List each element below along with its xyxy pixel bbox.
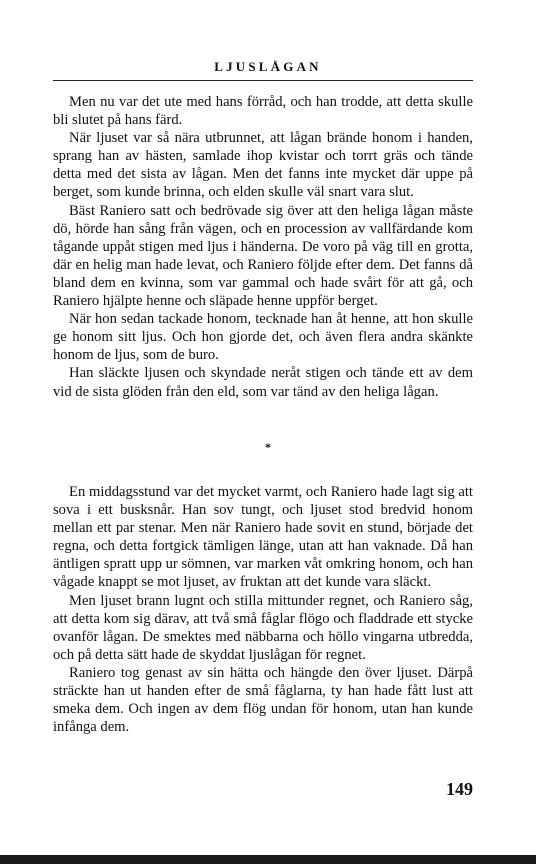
header-rule [53, 80, 473, 81]
section-separator: * [265, 440, 271, 454]
text-section-1 [53, 93, 473, 401]
paragraph: Men ljuset brann lugnt och stilla mittunder regnet, och Raniero såg, att detta kom sig därav, att två små fåglar flögo och fladdrade ett stycke ovanför lågan. De smektes med näbbarna och höllo vingarna utbredda, och på detta sätt hade de skyddat ljuslågan för regnet. [53, 592, 473, 663]
paragraph: Han släckte ljusen och skyndade neråt stigen och tände ett av dem vid de sista glöden från den eld, som var tänd av den heliga lågan. [53, 365, 473, 400]
paragraph: Men nu var det ute med hans förråd, och han trodde, att detta skulle bli slutet på hans färd. [53, 94, 473, 129]
paragraph: Bäst Raniero satt och bedrövade sig över att den heliga lågan måste dö, hörde han sång från vägen, och en procession av vallfärdande kom tågande uppåt stigen med ljus i händerna. De voro på väg till en grotta, där en helig man hade levat, och Raniero följde efter dem. Det fanns då bland dem en kvinna, som var gammal och hade svårt för att gå, och Raniero hjälpte henne och släpade henne uppför berget. [53, 202, 473, 310]
text-section-2 [53, 483, 473, 736]
running-head: LJUSLÅGAN [214, 59, 322, 74]
paragraph: En middagsstund var det mycket varmt, och Raniero hade lagt sig att sova i ett busksnår. Han sov tungt, och ljuset stod bredvid honom mellan ett par stenar. Men när Raniero hade sovit en stund, började det regna, och detta fortgick tämligen länge, utan att han vaknade. Då han äntligen spratt upp ur sömnen, var marken våt omkring honom, och han vågade knappt se mot ljuset, av fruktan att det kunde vara släckt. [53, 484, 473, 591]
paragraph: När ljuset var så nära utbrunnet, att lågan brände honom i handen, sprang han av hästen, samlade ihop kvistar och torrt gräs och tände detta med det sista av lågan. Men det fanns inte mycket där uppe på berget, som kunde brinna, och elden skulle väl snart vara slut. [53, 130, 473, 201]
page-bottom-edge [0, 855, 536, 864]
page-number: 149 [446, 779, 473, 799]
paragraph: När hon sedan tackade honom, tecknade han åt henne, att hon skulle ge honom sitt ljus. Och hon gjorde det, och även flera andra skänkte honom de ljus, som de buro. [53, 311, 473, 364]
paragraph: Raniero tog genast av sin hätta och hängde den över ljuset. Därpå sträckte han ut handen efter de små fåglarna, ty han hade fått lust att smeka dem. Och ingen av dem flög undan för honom, utan han kunde infånga dem. [53, 664, 473, 736]
